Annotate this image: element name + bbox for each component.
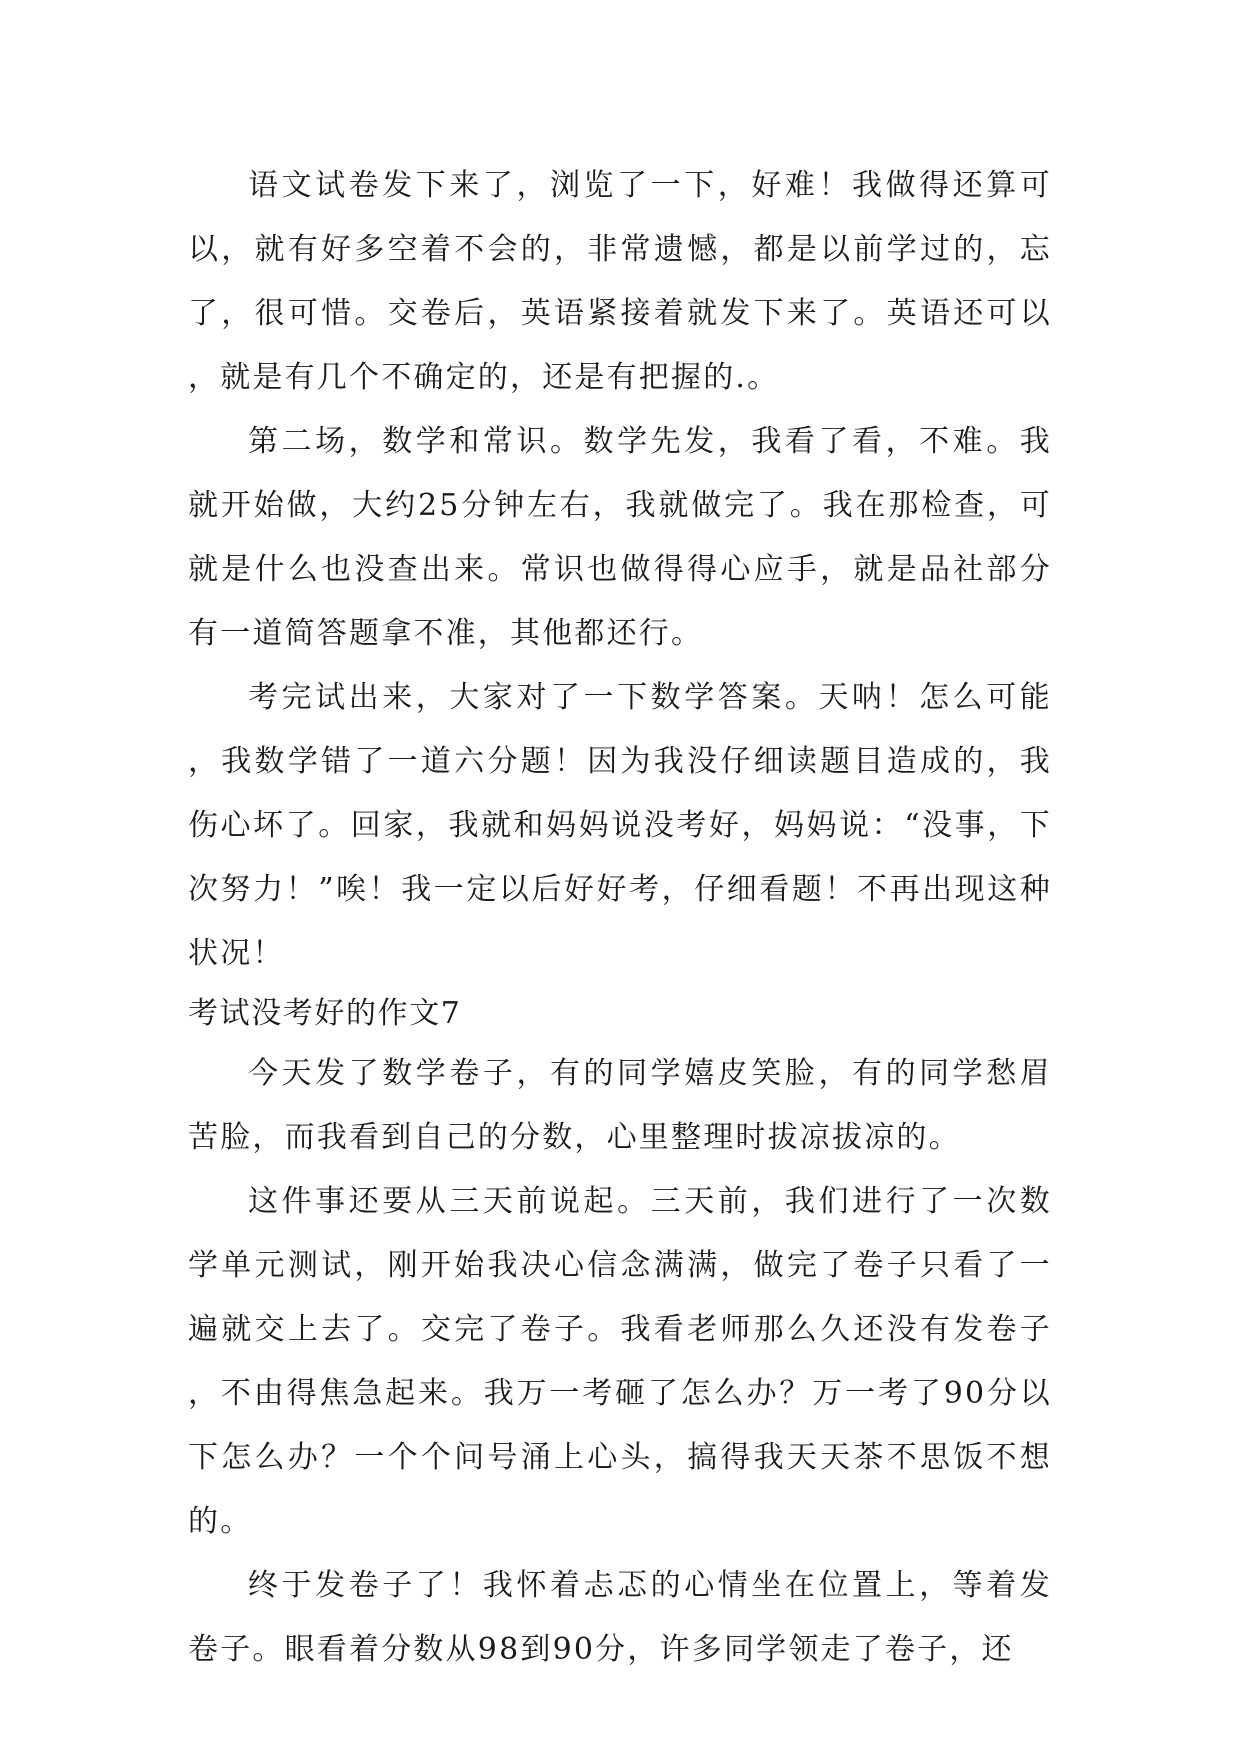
paragraph-3: 考完试出来，大家对了一下数学答案。天呐！怎么可能，我数学错了一道六分题！因为我没仔细读题目造成的，我伤心坏了。回家，我就和妈妈说没考好，妈妈说：“没事，下次努力！”唉！我一定以后好好考，仔细看题！不再出现这种状况！ [188,680,1052,971]
paragraph-6: 终于发卷子了！我怀着忐忑的心情坐在位置上，等着发卷子。眼看着分数从98到90分，许多同学领走了卷子，还 [188,1568,1052,1667]
paragraph-1: 语文试卷发下来了，浏览了一下，好难！我做得还算可以，就有好多空着不会的，非常遗憾，都是以前学过的，忘了，很可惜。交卷后，英语紧接着就发下来了。英语还可以，就是有几个不确定的，还是有把握的.。 [188,168,1052,395]
section-heading: 考试没考好的作文7 [188,996,462,1031]
paragraph-4: 今天发了数学卷子，有的同学嬉皮笑脸，有的同学愁眉苦脸，而我看到自己的分数，心里整理时拔凉拔凉的。 [188,1056,1052,1155]
document-body [188,154,1052,1682]
paragraph-2: 第二场，数学和常识。数学先发，我看了看，不难。我就开始做，大约25分钟左右，我就做完了。我在那检查，可就是什么也没查出来。常识也做得得心应手，就是品社部分有一道简答题拿不准，其他都还行。 [188,424,1052,651]
paragraph-5: 这件事还要从三天前说起。三天前，我们进行了一次数学单元测试，刚开始我决心信念满满，做完了卷子只看了一遍就交上去了。交完了卷子。我看老师那么久还没有发卷子，不由得焦急起来。我万一考砸了怎么办？万一考了90分以下怎么办？一个个问号涌上心头，搞得我天天茶不思饭不想的。 [188,1184,1052,1539]
